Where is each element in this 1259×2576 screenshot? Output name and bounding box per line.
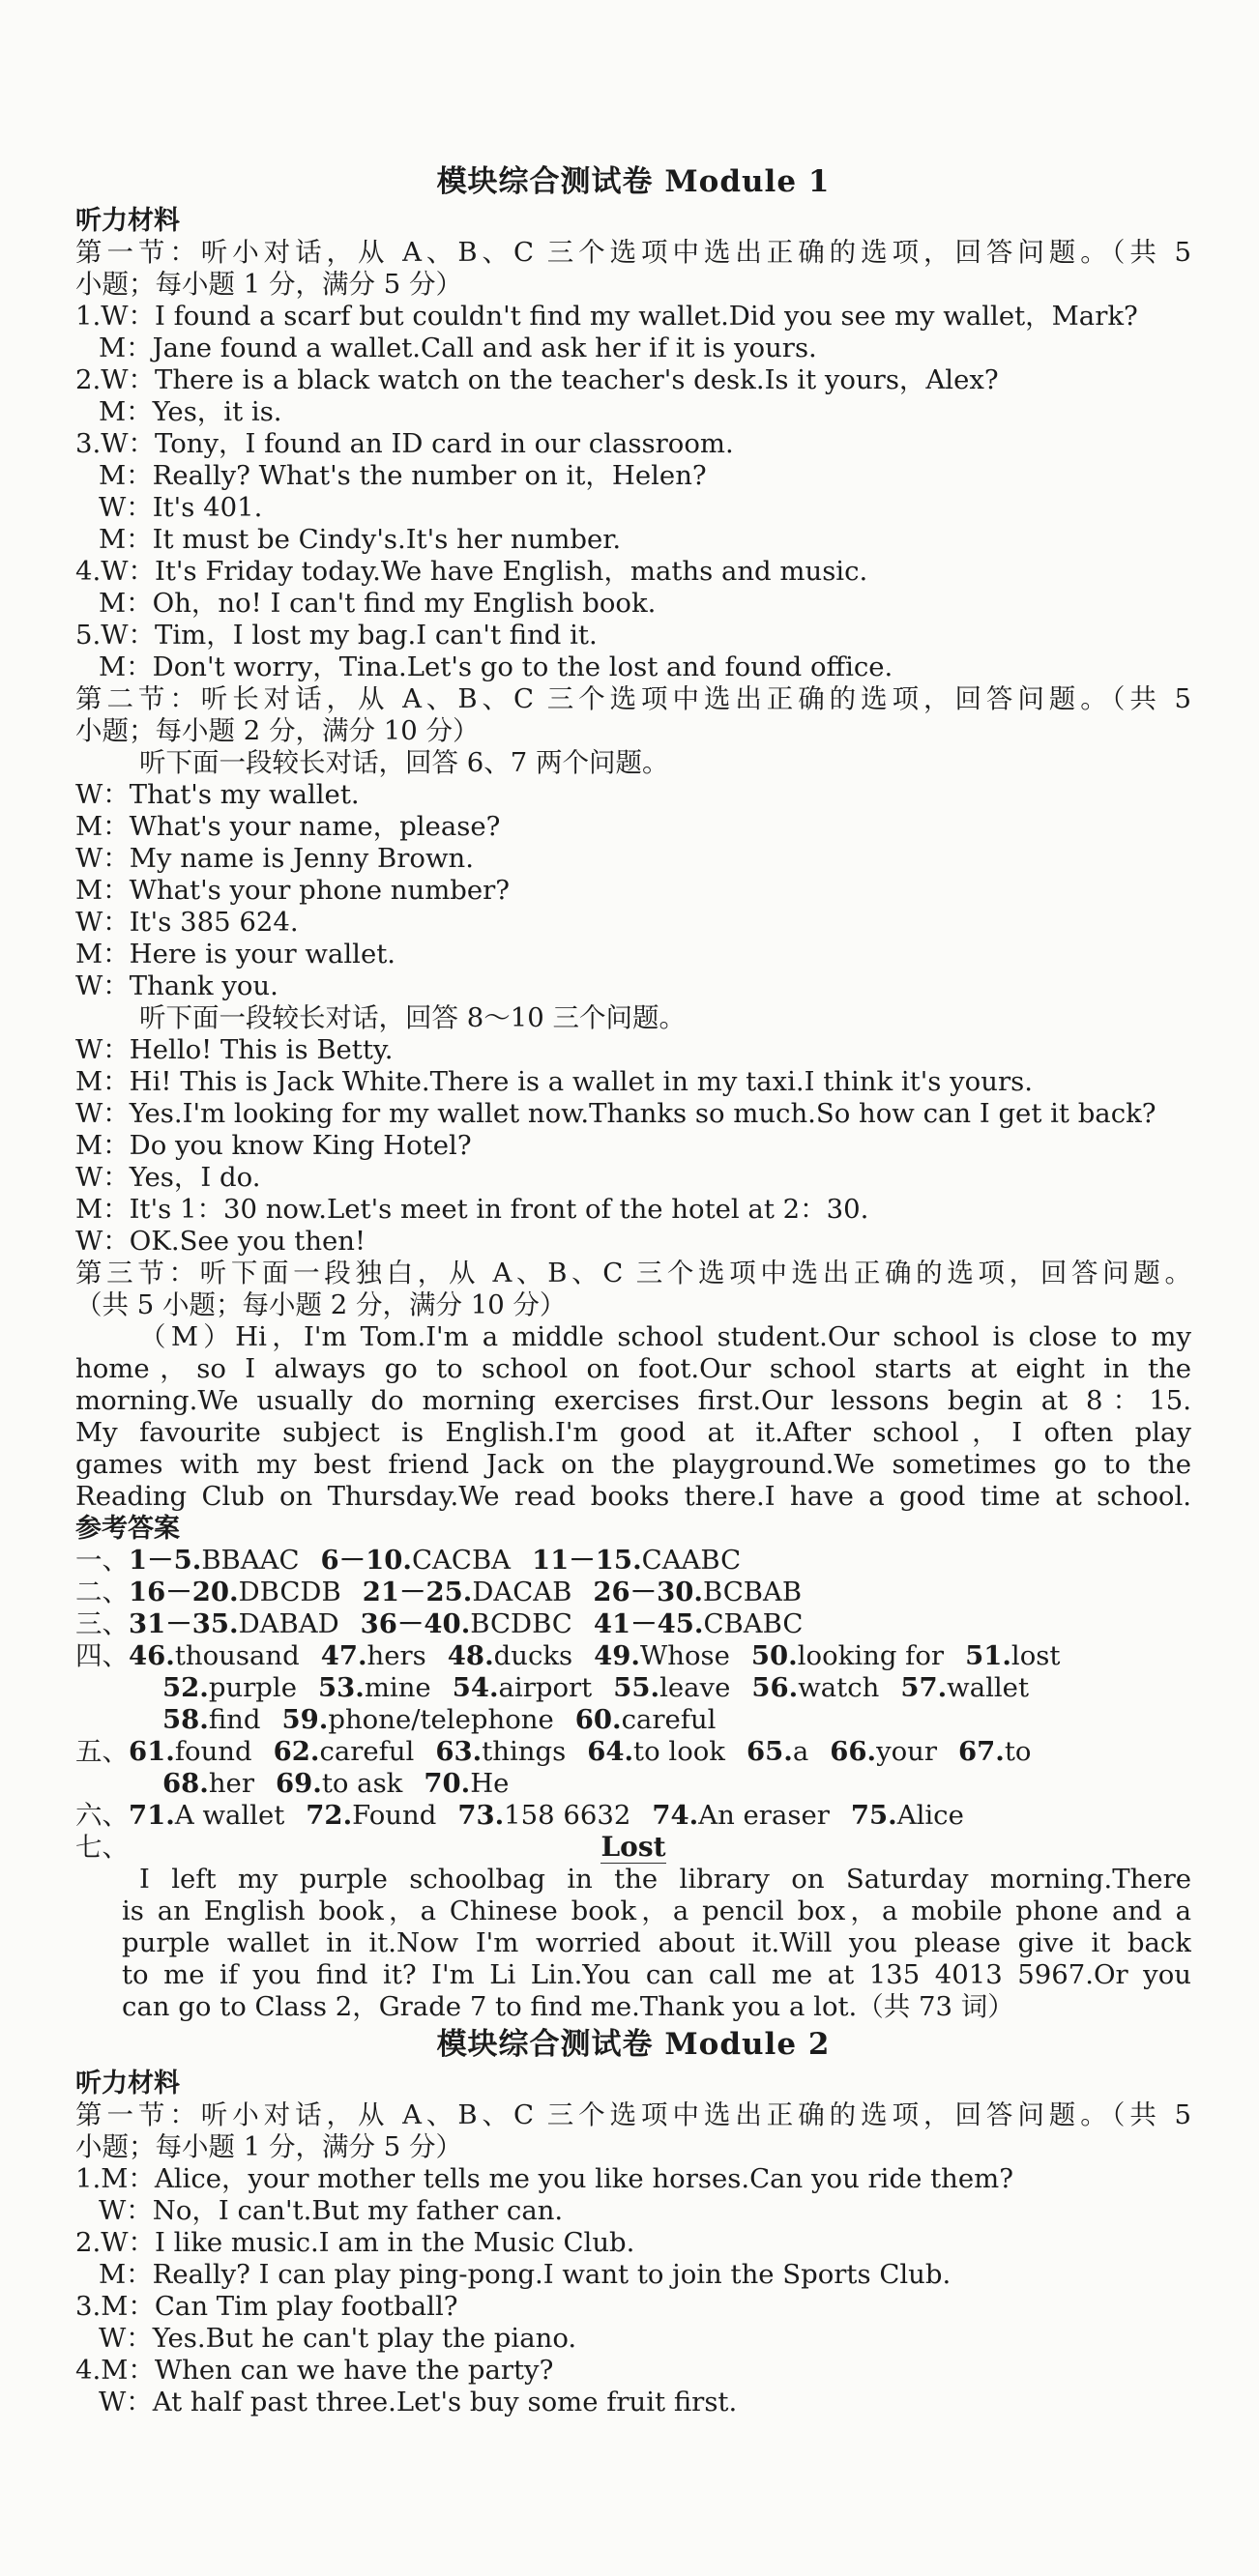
answer-value: BBAAC [201, 1545, 300, 1576]
answer-range: 31－35. [129, 1608, 239, 1639]
dialogue-line: W：My name is Jenny Brown. [75, 843, 474, 874]
dialogue-line: 3.M：Can Tim play football? [75, 2291, 458, 2322]
dialogue-line: W：Thank you. [75, 970, 278, 1001]
answers-row-s1 [75, 1545, 1191, 1577]
answer-number: 69. [275, 1768, 322, 1799]
dialogue-line: W：No，I can't.But my father can. [99, 2195, 564, 2226]
answer-number: 75. [850, 1800, 897, 1831]
answer-value: Alice [896, 1800, 964, 1831]
answer-value: things [482, 1736, 567, 1767]
answer-number: 59. [281, 1704, 329, 1735]
monologue-line: home，so I always go to school on foot.Our school starts at eight in the [75, 1353, 1191, 1384]
answer-value: mine [364, 1672, 431, 1703]
dialogue-line: W：It's 401. [99, 492, 263, 523]
dialogue-line: W：Hello! This is Betty. [75, 1034, 394, 1065]
answer-number: 57. [900, 1672, 948, 1703]
answer-range: 11－15. [532, 1545, 642, 1576]
answer-value: airport [498, 1672, 593, 1703]
answer-number: 67. [958, 1736, 1005, 1767]
m1-section1-instruction-cont: 小题；每小题 1 分，满分 5 分） [75, 269, 462, 300]
dialogue-line: W：At half past three.Let's buy some fruit first. [99, 2387, 738, 2417]
answer-number: 54. [452, 1672, 499, 1703]
answer-number: 50. [750, 1640, 798, 1671]
dialogue-line: M：Don't worry，Tina.Let's go to the lost and found office. [99, 651, 893, 682]
answer-number: 47. [320, 1640, 367, 1671]
dialogue-line: M：Really? I can play ping-pong.I want to join the Sports Club. [99, 2259, 952, 2290]
module1-title: 模块综合测试卷 Module 1 [436, 164, 831, 199]
answer-range: 1－5. [129, 1545, 202, 1576]
answer-value: to look [633, 1736, 725, 1767]
dialogue-line: M：Oh，no! I can't find my English book. [99, 588, 657, 619]
answer-value: CACBA [412, 1545, 512, 1576]
essay-line: I left my purple schoolbag in the library on Saturday morning.There [139, 1864, 1191, 1895]
essay-line: to me if you find it? I'm Li Lin.You can call me at 135 4013 5967.Or you [122, 1959, 1191, 1990]
answer-number: 51. [965, 1640, 1011, 1671]
answer-section-label: 四、 [75, 1640, 129, 1671]
answer-number: 60. [574, 1704, 622, 1735]
dialogue-line: W：That's my wallet. [75, 779, 360, 810]
answer-range: 36－40. [360, 1608, 471, 1639]
answer-value: BCDBC [470, 1608, 572, 1639]
answer-value: careful [319, 1736, 415, 1767]
dialogue-line: W：Yes，I do. [75, 1162, 261, 1193]
m2-section1-instruction: 第一节：听小对话，从 A、B、C 三个选项中选出正确的选项，回答问题。（共 5 [75, 2099, 1191, 2130]
answers-row-s4-3 [75, 1704, 1191, 1736]
answer-value: Whose [639, 1640, 730, 1671]
m1-section3-instruction: 第三节：听下面一段独白，从 A、B、C 三个选项中选出正确的选项，回答问题。 [75, 1258, 1191, 1288]
answer-value: careful [621, 1704, 717, 1735]
answer-value: A wallet [174, 1800, 285, 1831]
answer-value: hers [366, 1640, 426, 1671]
essay-line: is an English book，a Chinese book，a pencil box，a mobile phone and a [122, 1896, 1191, 1926]
answer-number: 65. [746, 1736, 793, 1767]
answer-number: 64. [587, 1736, 634, 1767]
answer-number: 52. [162, 1672, 209, 1703]
answers-row-s3 [75, 1608, 1191, 1640]
answer-value: ducks [493, 1640, 573, 1671]
answer-value: phone/telephone [328, 1704, 554, 1735]
answer-value: He [470, 1768, 510, 1799]
answer-value: leave [659, 1672, 731, 1703]
answer-value: thousand [174, 1640, 300, 1671]
answers-row-s5-2 [75, 1768, 1191, 1800]
answer-number: 55. [613, 1672, 660, 1703]
dialogue-line: 2.W：I like music.I am in the Music Club. [75, 2227, 635, 2258]
answer-number: 58. [162, 1704, 209, 1735]
m1-section2-instruction-cont: 小题；每小题 2 分，满分 10 分） [75, 715, 480, 746]
dialogue-line: W：OK.See you then! [75, 1226, 366, 1257]
answer-section-label: 六、 [75, 1800, 129, 1831]
dialogue-line: 3.W：Tony，I found an ID card in our classroom. [75, 428, 734, 459]
answer-value: to ask [321, 1768, 403, 1799]
answer-value: lost [1010, 1640, 1061, 1671]
answer-section-label: 七、 [75, 1832, 129, 1863]
dialogue-line: 5.W：Tim，I lost my bag.I can't find it. [75, 620, 598, 651]
m2-section1-instruction-cont: 小题；每小题 1 分，满分 5 分） [75, 2131, 462, 2162]
answer-number: 71. [129, 1800, 175, 1831]
dialogue-line: M：Hi! This is Jack White.There is a wallet in my taxi.I think it's yours. [75, 1066, 1033, 1097]
answer-value: DACAB [472, 1577, 572, 1607]
essay-line: can go to Class 2，Grade 7 to find me.Thank you a lot.（共 73 词） [122, 1991, 1014, 2022]
dialogue-line: 4.M：When can we have the party? [75, 2355, 554, 2386]
answer-number: 46. [129, 1640, 175, 1671]
answer-number: 70. [424, 1768, 471, 1799]
answer-number: 66. [830, 1736, 877, 1767]
answer-value: purple [208, 1672, 297, 1703]
m1-section3-instruction-cont: （共 5 小题；每小题 2 分，满分 10 分） [75, 1289, 567, 1320]
m1-section2-intro-b: 听下面一段较长对话，回答 8～10 三个问题。 [139, 1002, 686, 1033]
essay-title: Lost [600, 1831, 666, 1863]
answer-range: 21－25. [362, 1577, 473, 1607]
answer-number: 73. [457, 1800, 505, 1831]
monologue-line: （M）Hi，I'm Tom.I'm a middle school student.Our school is close to my [139, 1321, 1191, 1352]
answer-value: watch [798, 1672, 880, 1703]
answer-value: to [1004, 1736, 1032, 1767]
dialogue-line: M：Really? What's the number on it，Helen? [99, 460, 707, 491]
answer-number: 62. [273, 1736, 320, 1767]
answer-value: find [208, 1704, 261, 1735]
answer-range: 26－30. [593, 1577, 703, 1607]
answers-row-s4-1 [75, 1640, 1191, 1672]
answer-value: a [792, 1736, 809, 1767]
answers-row-s7 [75, 1832, 1191, 1864]
answer-range: 41－45. [593, 1608, 704, 1639]
answer-value: looking for [797, 1640, 945, 1671]
answers-row-s5-1 [75, 1736, 1191, 1768]
module1-listening-heading: 听力材料 [75, 206, 180, 236]
dialogue-line: 2.W：There is a black watch on the teacher's desk.Is it yours，Alex? [75, 364, 999, 395]
dialogue-line: M：What's your name，please? [75, 811, 501, 842]
answer-range: 6－10. [320, 1545, 413, 1576]
dialogue-line: M：Yes，it is. [99, 396, 282, 427]
dialogue-line: M：Here is your wallet. [75, 939, 396, 970]
monologue-line: games with my best friend Jack on the playground.We sometimes go to the [75, 1449, 1191, 1480]
answer-section-label: 二、 [75, 1577, 129, 1607]
answer-number: 68. [162, 1768, 209, 1799]
answers-row-s2 [75, 1577, 1191, 1608]
answer-number: 63. [435, 1736, 483, 1767]
dialogue-line: M：Jane found a wallet.Call and ask her if it is yours. [99, 333, 817, 363]
dialogue-line: M：What's your phone number? [75, 875, 511, 906]
m1-section2-intro-a: 听下面一段较长对话，回答 6、7 两个问题。 [139, 747, 669, 778]
answer-number: 49. [594, 1640, 640, 1671]
m1-section2-instruction: 第二节：听长对话，从 A、B、C 三个选项中选出正确的选项，回答问题。（共 5 [75, 683, 1191, 714]
answer-value: 158 6632 [504, 1800, 631, 1831]
answer-number: 72. [306, 1800, 353, 1831]
answer-value: Found [352, 1800, 437, 1831]
answer-value: found [174, 1736, 252, 1767]
monologue-line: My favourite subject is English.I'm good at it.After school，I often play [75, 1417, 1191, 1448]
dialogue-line: W：It's 385 624. [75, 907, 299, 938]
answer-value: your [876, 1736, 938, 1767]
dialogue-line: M：It's 1：30 now.Let's meet in front of the hotel at 2：30. [75, 1194, 869, 1225]
answer-value: her [208, 1768, 254, 1799]
answer-number: 74. [652, 1800, 699, 1831]
answer-section-label: 三、 [75, 1608, 129, 1639]
answer-value: CAABC [641, 1545, 742, 1576]
answer-value: wallet [947, 1672, 1030, 1703]
dialogue-line: 1.W：I found a scarf but couldn't find my wallet.Did you see my wallet，Mark? [75, 301, 1138, 332]
dialogue-line: W：Yes.But he can't play the piano. [99, 2323, 577, 2354]
dialogue-line: 1.M：Alice，your mother tells me you like horses.Can you ride them? [75, 2163, 1013, 2194]
monologue-line: morning.We usually do morning exercises first.Our lessons begin at 8：15. [75, 1385, 1191, 1416]
answer-number: 48. [447, 1640, 494, 1671]
answers-row-s4-2 [75, 1672, 1191, 1704]
answer-value: An eraser [698, 1800, 830, 1831]
answer-section-label: 五、 [75, 1736, 129, 1767]
dialogue-line: M：Do you know King Hotel? [75, 1130, 472, 1161]
essay-line: purple wallet in it.Now I'm worried about it.Will you please give it back [122, 1927, 1191, 1958]
answer-number: 53. [317, 1672, 365, 1703]
answer-range: 16－20. [129, 1577, 239, 1607]
module2-title: 模块综合测试卷 Module 2 [436, 2027, 831, 2062]
answers-row-s6 [75, 1800, 1191, 1832]
answer-value: BCBAB [702, 1577, 803, 1607]
dialogue-line: 4.W：It's Friday today.We have English，maths and music. [75, 556, 868, 587]
dialogue-line: M：It must be Cindy's.It's her number. [99, 524, 622, 555]
answers-heading: 参考答案 [75, 1514, 180, 1544]
answer-value: DABAD [238, 1608, 339, 1639]
answer-number: 56. [751, 1672, 799, 1703]
answer-section-label: 一、 [75, 1545, 129, 1576]
answer-value: CBABC [703, 1608, 804, 1639]
dialogue-line: W：Yes.I'm looking for my wallet now.Thanks so much.So how can I get it back? [75, 1098, 1157, 1129]
answer-value: DBCDB [238, 1577, 341, 1607]
monologue-line: Reading Club on Thursday.We read books there.I have a good time at school. [75, 1481, 1191, 1512]
m1-section1-instruction: 第一节：听小对话，从 A、B、C 三个选项中选出正确的选项，回答问题。（共 5 [75, 237, 1191, 268]
module2-listening-heading: 听力材料 [75, 2069, 180, 2098]
answer-number: 61. [129, 1736, 175, 1767]
